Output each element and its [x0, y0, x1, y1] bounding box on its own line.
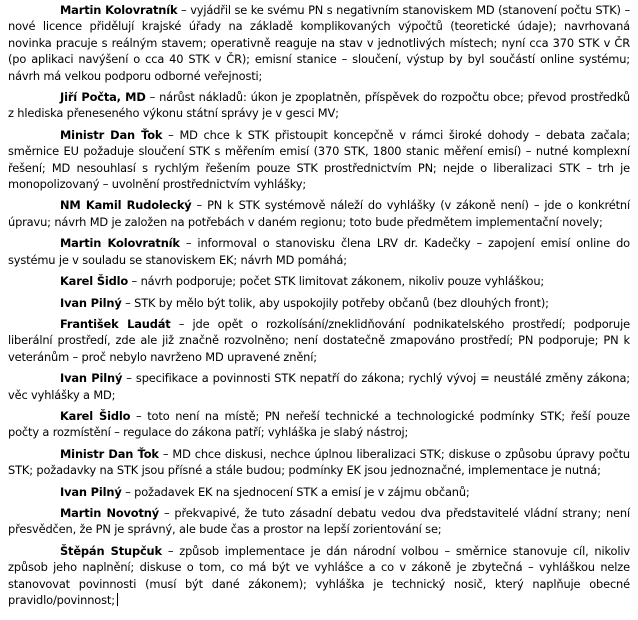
speaker-name: Martin Kolovratník — [60, 3, 178, 17]
speech-text: – toto není na místě; PN neřeší technické a technologické podmínky STK; řeší pouze počty a rozmístění – regulace do zákona patří; vyhláška je slabý nástroj; — [8, 408, 630, 440]
speaker-name: Ivan Pilný — [60, 295, 122, 310]
speaker-name: Karel Šidlo — [60, 274, 129, 289]
speaker-name: Ivan Pilný — [60, 371, 123, 386]
speech-text: – způsob implementace je dán národní volbou – směrnice stanovuje cíl, nikoliv způsob jeho naplnění; diskuse o tom, co má být ve vyhlášce a co v zákoně je zbytečná – vyhláškou nelze stanovovat povinnosti (musí být dané zákonem); vyhláška je technický nosič, který naplňuje obecné pravidlo/povinnost; — [8, 543, 630, 607]
speech-text: – vyjádřil se ke svému PN s negativním stanoviskem MD (stanovení počtu STK) – nové licence přidělují krajské úřady na základě komplikovaných výpočtů (teoretické údaje); navrhovaná novinka pracuje s reálným stavem; operativně reaguje na stav v jednotlivých místech; nyní cca 370 STK v ČR (po aplikaci navýšení o cca 40 STK v ČR); emisní stanice – sloučení, výstup by byl součástí online systému; návrh má velkou podporu odborné veřejnosti; — [8, 3, 631, 83]
minutes-paragraph — [8, 505, 630, 538]
minutes-paragraph — [8, 295, 630, 311]
speaker-name: Štěpán Stupčuk — [60, 543, 162, 558]
speaker-name: Ministr Dan Ťok — [60, 446, 159, 461]
minutes-paragraph — [8, 543, 630, 609]
speaker-name: Ministr Dan Ťok — [60, 127, 163, 142]
minutes-paragraph — [8, 408, 630, 441]
minutes-paragraph — [8, 2, 630, 84]
speaker-name: František Laudát — [60, 316, 171, 331]
minutes-paragraph — [8, 197, 630, 230]
speech-text: – STK by mělo být tolik, aby uspokojily potřeby občanů (bez dlouhých front); — [121, 295, 549, 310]
speech-text: – požadavek EK na sjednocení STK a emisí je v zájmu občanů; — [121, 484, 470, 499]
speaker-name: Martin Kolovratník — [60, 236, 180, 251]
speaker-name: Karel Šidlo — [60, 408, 131, 423]
speech-text: – návrh podporuje; počet STK limitovat zákonem, nikoliv pouze vyhláškou; — [128, 274, 545, 289]
speech-text: – PN k STK systémově náleží do vyhlášky (v zákoně není) – jde o konkrétní úpravu; návrh MD je založen na potřebách v daném regionu; toto bude předmětem implementační novely; — [8, 198, 630, 229]
minutes-paragraph — [8, 127, 630, 193]
speech-text: – specifikace a povinnosti STK nepatří do zákona; rychlý vývoj = neustálé změny zákona; věc vyhlášky a MD; — [8, 371, 630, 402]
speech-text: – MD chce diskusi, nechce úplnou liberalizaci STK; diskuse o způsobu úpravy počtu STK; požadavky na STK jsou přísné a stále budou; podmínky EK jsou jednoznačné, implementace je nutná; — [8, 446, 630, 478]
speech-text: – informoval o stanovisku člena LRV dr. Kadečky – zapojení emisí online do systému je v souladu se stanoviskem EK; návrh MD pomáhá; — [8, 236, 630, 267]
speech-text: – překvapivé, že tuto zásadní debatu vedou dva představitelé vládní strany; není přesvědčen, že PN je správný, ale bude čas a prostor na lepší zorientování se; — [8, 505, 630, 537]
text-cursor — [117, 593, 118, 606]
speech-text: – jde opět o rozkolísání/zneklidňování podnikatelského prostředí; podporuje liberální prostředí, zde ale již značně rozvolněno; není dostatečně zmapováno prostředí; PN podporuje; PN k veteránům – proč nebylo navrženo MD upravené znění; — [8, 316, 630, 364]
speech-text: – MD chce k STK přistoupit koncepčně v rámci široké dohody – debata začala; směrnice EU požaduje sloučení STK s měřením emisí (370 STK, 1800 stanic měření emisí) – nutné komplexní řešení; MD nesouhlasí s rychlým řešením pouze STK prostřednictvím PN; nejde o liberalizaci STK – trh je monopolizovaný – uvolnění prostřednictvím vyhlášky; — [8, 127, 631, 192]
speaker-name: Martin Novotný — [60, 505, 160, 520]
minutes-paragraph — [8, 89, 630, 122]
speaker-name: Jiří Počta, MD — [60, 90, 146, 105]
speaker-name: Ivan Pilný — [60, 484, 122, 499]
minutes-paragraph — [8, 273, 630, 289]
minutes-paragraph — [8, 235, 630, 268]
speaker-name: NM Kamil Rudolecký — [60, 198, 192, 213]
minutes-paragraph — [8, 484, 630, 500]
minutes-paragraph — [8, 446, 630, 479]
minutes-paragraph — [8, 316, 630, 365]
minutes-paragraph — [8, 370, 630, 403]
speech-text: – nárůst nákladů: úkon je zpoplatněn, příspěvek do rozpočtu obce; převod prostředků z hlediska přeneseného výkonu státní správy je v gesci MV; — [8, 90, 630, 121]
